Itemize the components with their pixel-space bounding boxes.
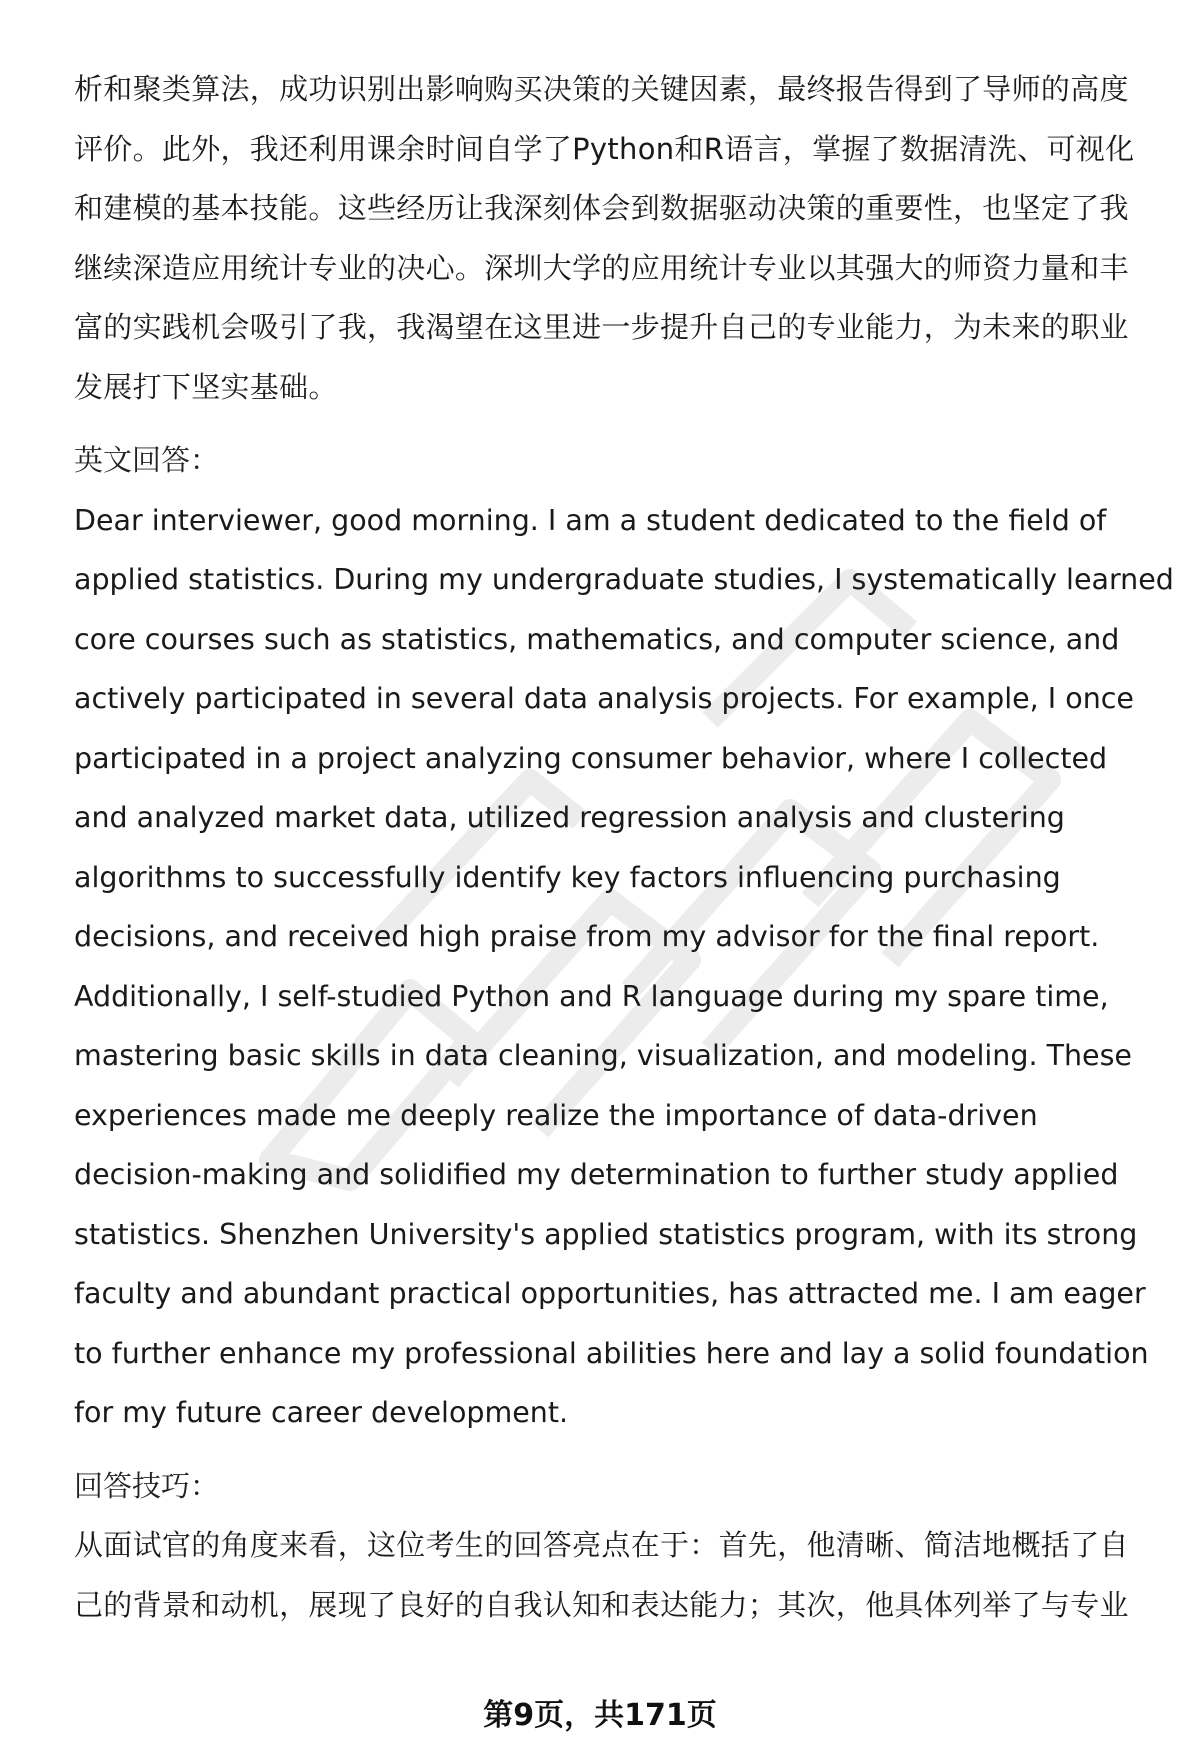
text-line: faculty and abundant practical opportunities, has attracted me. I am eager xyxy=(74,1277,1146,1310)
text-line: Dear interviewer, good morning. I am a student dedicated to the field of xyxy=(74,503,1107,537)
text-line: and analyzed market data, utilized regression analysis and clustering xyxy=(74,801,1065,834)
text-line: 发展打下坚实基础。 xyxy=(74,369,338,404)
text-line: 己的背景和动机，展现了良好的自我认知和表达能力；其次，他具体列举了与专业 xyxy=(74,1587,1129,1622)
intro-paragraph xyxy=(74,60,1164,417)
text-line: experiences made me deeply realize the importance of data-driven xyxy=(74,1098,1038,1132)
text-line: algorithms to successfully identify key factors influencing purchasing xyxy=(74,860,1061,894)
text-line: 和建模的基本技能。这些经历让我深刻体会到数据驱动决策的重要性，也坚定了我 xyxy=(74,191,1129,225)
text-line: 继续深造应用统计专业的决心。深圳大学的应用统计专业以其强大的师资力量和丰 xyxy=(74,250,1129,285)
page-number-footer: 第9页，共171页 xyxy=(483,1698,717,1733)
text-line: statistics. Shenzhen University's applied statistics program, with its strong xyxy=(74,1217,1138,1251)
text-line: 析和聚类算法，成功识别出影响购买决策的关键因素，最终报告得到了导师的高度 xyxy=(74,72,1129,106)
section-gap xyxy=(74,417,1164,431)
text-line: 从面试官的角度来看，这位考生的回答亮点在于：首先，他清晰、简洁地概括了自 xyxy=(74,1528,1129,1562)
text-line: decisions, and received high praise from my advisor for the final report. xyxy=(74,920,1100,953)
page-content xyxy=(74,60,1174,1635)
text-line: to further enhance my professional abilities here and lay a solid foundation xyxy=(74,1336,1149,1370)
text-line: decision-making and solidified my determination to further study applied xyxy=(74,1158,1119,1191)
english-answer-paragraph xyxy=(74,491,1174,1443)
text-line: core courses such as statistics, mathematics, and computer science, and xyxy=(74,622,1120,656)
answer-tips-heading: 回答技巧： xyxy=(74,1468,220,1503)
text-line: actively participated in several data analysis projects. For example, I once xyxy=(74,682,1134,715)
text-line: mastering basic skills in data cleaning, visualization, and modeling. These xyxy=(74,1039,1132,1072)
answer-tips-paragraph xyxy=(74,1516,1164,1635)
text-line: 富的实践机会吸引了我，我渴望在这里进一步提升自己的专业能力，为未来的职业 xyxy=(74,310,1129,344)
text-line: 评价。此外，我还利用课余时间自学了Python和R语言，掌握了数据清洗、可视化 xyxy=(74,131,1135,166)
english-answer-heading: 英文回答： xyxy=(74,443,220,477)
text-line: applied statistics. During my undergraduate studies, I systematically learned xyxy=(74,563,1174,596)
text-line: for my future career development. xyxy=(74,1396,569,1429)
text-line: participated in a project analyzing consumer behavior, where I collected xyxy=(74,741,1108,775)
text-line: Additionally, I self-studied Python and R language during my spare time, xyxy=(74,979,1109,1013)
section-gap xyxy=(74,1443,1164,1457)
